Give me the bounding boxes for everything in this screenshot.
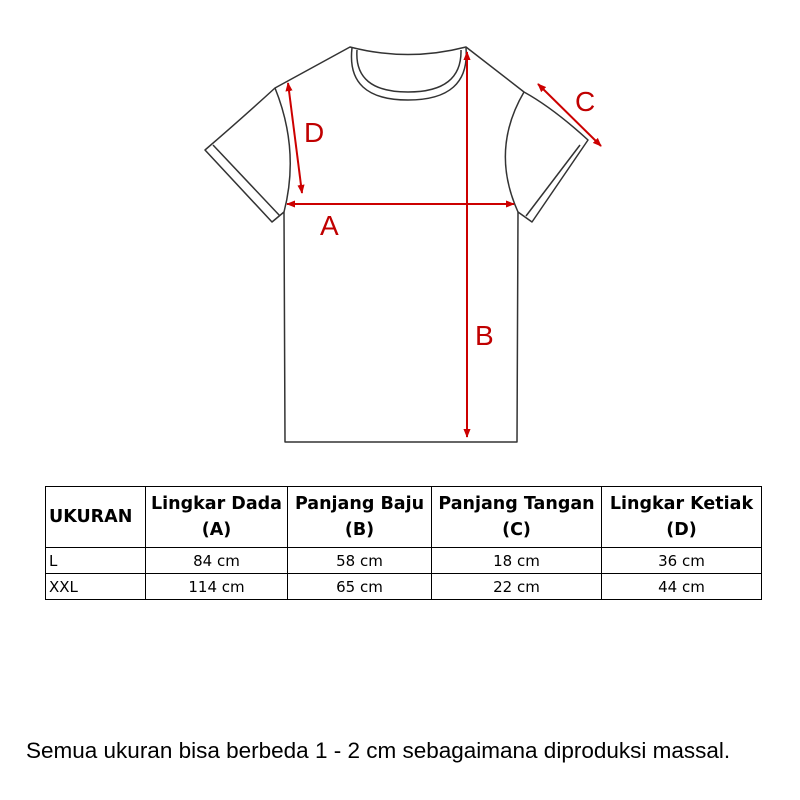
cell-armhole: 36 cm (602, 548, 762, 574)
cell-length: 58 cm (288, 548, 432, 574)
cell-length: 65 cm (288, 574, 432, 600)
cell-sleeve: 18 cm (432, 548, 602, 574)
label-b: B (475, 320, 494, 351)
table-row (46, 548, 762, 574)
cell-chest: 114 cm (146, 574, 288, 600)
cell-chest: 84 cm (146, 548, 288, 574)
header-armhole: Lingkar Ketiak (D) (602, 487, 762, 548)
label-a: A (320, 210, 339, 241)
cell-sleeve: 22 cm (432, 574, 602, 600)
cell-size: XXL (46, 574, 146, 600)
cell-size: L (46, 548, 146, 574)
table-header-row (46, 487, 762, 548)
header-size: UKURAN (46, 487, 146, 548)
table-row (46, 574, 762, 600)
cell-armhole: 44 cm (602, 574, 762, 600)
size-note: Semua ukuran bisa berbeda 1 - 2 cm sebagaimana diproduksi massal. (26, 738, 731, 763)
measurement-arrows (287, 52, 601, 437)
label-d: D (304, 117, 325, 148)
header-chest: Lingkar Dada (A) (146, 487, 288, 548)
header-sleeve: Panjang Tangan (C) (432, 487, 602, 548)
tshirt-outline (205, 47, 588, 442)
label-c: C (575, 86, 596, 117)
header-length: Panjang Baju (B) (288, 487, 432, 548)
size-table (45, 486, 762, 600)
